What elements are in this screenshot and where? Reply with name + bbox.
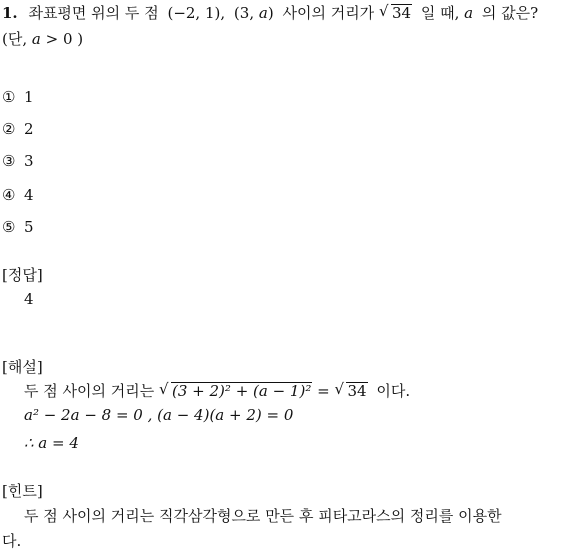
option-mark: ④ [2,186,16,204]
option-mark: ② [2,120,16,138]
question-text: 일 때, [420,4,460,22]
option-value: 4 [24,186,34,204]
option-2 [2,120,34,138]
option-value: 2 [24,120,34,138]
option-3 [2,152,34,170]
hint-line-2: 다. [2,532,22,550]
option-5 [2,218,34,236]
answer-heading: [정답] [2,266,43,284]
option-value: 3 [24,152,34,170]
option-mark: ⑤ [2,218,16,236]
answer-value: 4 [24,290,34,308]
hint-heading: [힌트] [2,482,43,500]
question-condition: (단, a > 0 ) [2,30,84,48]
explanation-line-2: a² − 2a − 8 = 0 , (a − 4)(a + 2) = 0 [24,406,294,424]
question-text: 사이의 거리가 [282,4,375,22]
point-2: (3, a) [233,4,274,22]
option-value: 5 [24,218,34,236]
option-value: 1 [24,88,34,106]
explanation-line-3: ∴ a = 4 [24,434,79,452]
sqrt-34: √ 34 [378,2,412,22]
question-number: 1. [2,4,18,22]
var-a: a [464,4,474,22]
option-mark: ③ [2,152,16,170]
option-4 [2,186,34,204]
explanation-heading: [해설] [2,358,43,376]
sqrt-34-result: √ 34 [334,380,367,400]
question-text: 좌표평면 위의 두 점 [28,4,159,22]
sqrt-distance: √ (3 + 2)² + (a − 1)² [159,380,312,400]
point-1: (−2, 1), [167,4,226,22]
explanation-line-1: 두 점 사이의 거리는 √ (3 + 2)² + (a − 1)² = √ 34 이다. [24,380,411,400]
question-line-1 [2,2,538,23]
hint-line-1: 두 점 사이의 거리는 직각삼각형으로 만든 후 피타고라스의 정리를 이용한 [24,507,502,525]
option-mark: ① [2,88,16,106]
question-text: 의 값은? [481,4,539,22]
option-1 [2,88,34,106]
